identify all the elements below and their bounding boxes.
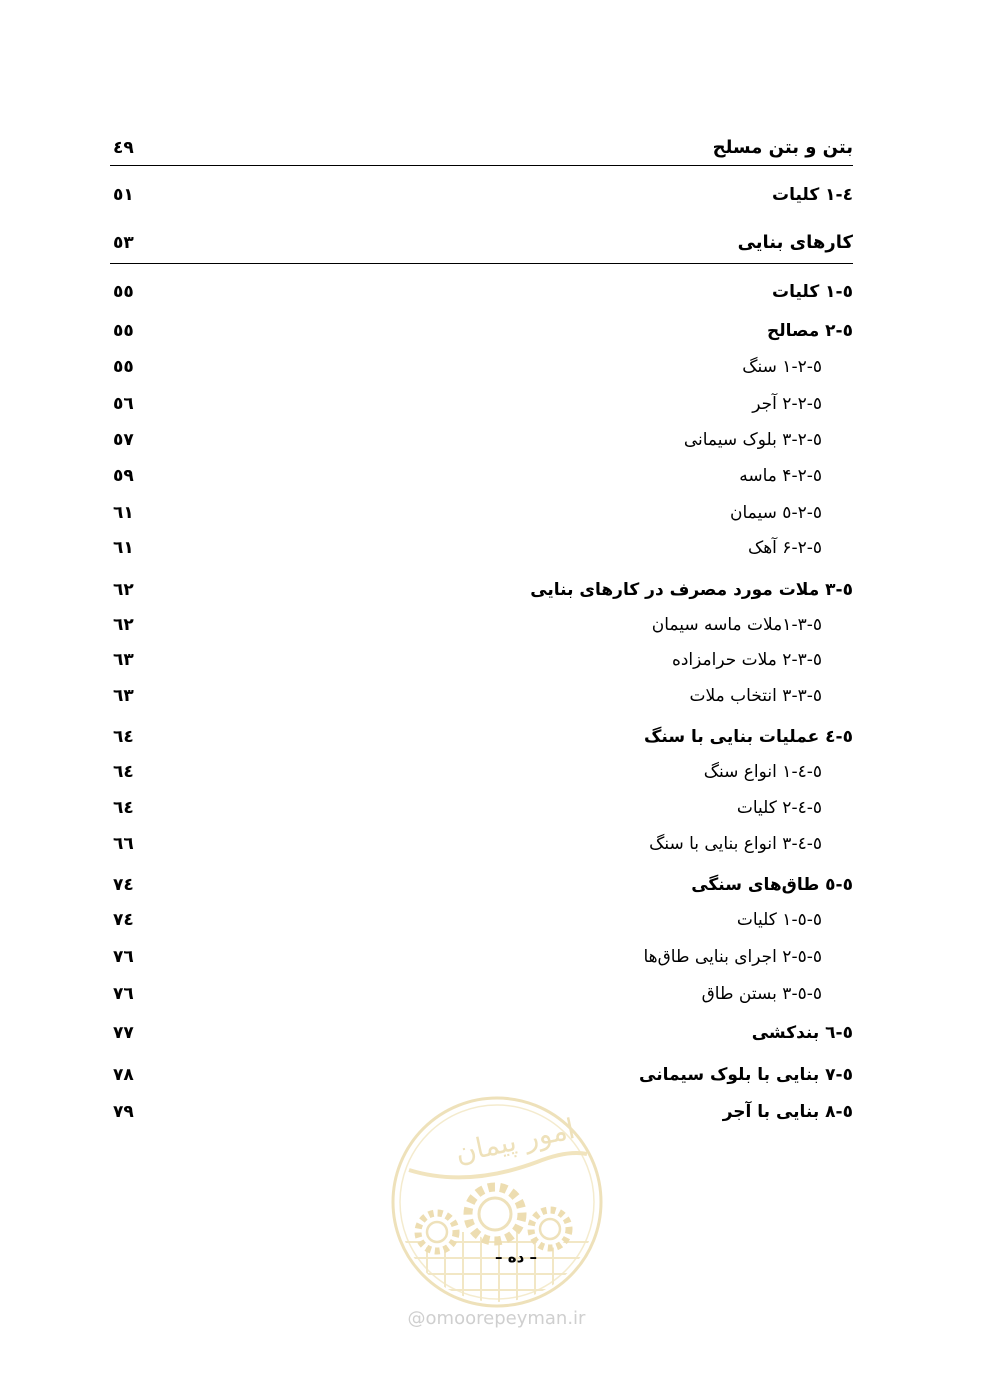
gear-icon [468, 1187, 522, 1241]
toc-section-title: ٥-٨ بنایی با آجر [722, 1102, 853, 1122]
toc-subsection-row [110, 500, 853, 526]
toc-page-number: ٦٣ [113, 686, 134, 706]
toc-subsection-row [110, 981, 853, 1007]
toc-subsection-title: ٥-٥-١ کلیات [736, 910, 822, 930]
toc-page-number: ٧٨ [113, 1065, 134, 1085]
toc-section-row [110, 1020, 853, 1046]
toc-page-number: ٧٩ [113, 1102, 134, 1122]
toc-subsection-row [110, 535, 853, 561]
watermark-handle: @omoorepeyman.ir [407, 1308, 586, 1329]
toc-subsection-title: ٥-٤-٣ انواع بنایی با سنگ [649, 834, 822, 854]
toc-chapter-row [110, 230, 853, 256]
toc-subsection-title: ٥-٢-٢ آجر [752, 394, 822, 414]
chapter-divider [110, 263, 853, 264]
gear-icon [531, 1210, 569, 1248]
toc-page-number: ٤٩ [113, 138, 134, 158]
toc-page-number: ٦٤ [113, 798, 134, 818]
toc-page-number: ٦١ [113, 538, 134, 558]
toc-page-number: ٧٤ [113, 875, 134, 895]
toc-subsection-row [110, 647, 853, 673]
toc-page-number: ٦٢ [113, 580, 134, 600]
toc-page-number: ٥١ [113, 185, 134, 205]
toc-page-number: ٧٧ [113, 1023, 134, 1043]
toc-subsection-row [110, 944, 853, 970]
toc-page-number: ٥٧ [113, 430, 134, 450]
toc-section-title: ٥-٦ بندکشی [751, 1023, 853, 1043]
toc-subsection-title: ٥-٢-٥ سیمان [730, 503, 822, 523]
toc-subsection-title: ٥-٢-۴ ماسه [739, 466, 822, 486]
toc-subsection-title: ٥-٣-١ملات ماسه سیمان [651, 615, 822, 635]
toc-page-number: ٥٥ [113, 357, 134, 377]
toc-page-number: ٦١ [113, 503, 134, 523]
toc-subsection-row [110, 683, 853, 709]
toc-chapter-title: بتن و بتن مسلح [712, 137, 853, 158]
toc-subsection-title: ٥-٢-١ سنگ [742, 357, 822, 377]
toc-subsection-title: ٥-٤-١ انواع سنگ [703, 762, 822, 782]
toc-section-row [110, 724, 853, 750]
toc-section-row [110, 1062, 853, 1088]
toc-section-title: ٥-٣ ملات مورد مصرف در کارهای بنایی [530, 580, 853, 600]
toc-section-row [110, 577, 853, 603]
toc-subsection-title: ٥-٥-٣ بستن طاق [701, 984, 822, 1004]
toc-subsection-row [110, 795, 853, 821]
toc-subsection-title: ٥-٤-٢ کلیات [736, 798, 822, 818]
toc-page-number: ٥٣ [113, 233, 134, 253]
toc-section-title: ٥-٥ طاق‌های سنگی [691, 875, 853, 895]
toc-page-number: ٧٦ [113, 947, 134, 967]
toc-page-number: ٦٣ [113, 650, 134, 670]
toc-section-title: ٥-٧ بنایی با بلوک سیمانی [639, 1065, 853, 1085]
toc-section-row [110, 279, 853, 305]
toc-subsection-title: ٥-٥-٢ اجرای بنایی طاق‌ها [643, 947, 822, 967]
toc-page-number: ٦٢ [113, 615, 134, 635]
toc-section-title: ٤-١ کلیات [772, 185, 853, 205]
toc-subsection-title: ٥-٢-۶ آهک [747, 538, 822, 558]
toc-page-number: ٧٦ [113, 984, 134, 1004]
toc-subsection-row [110, 427, 853, 453]
toc-subsection-title: ٥-٣-٢ ملات حرامزاده [671, 650, 822, 670]
chapter-divider [110, 165, 853, 166]
toc-subsection-row [110, 612, 853, 638]
toc-page-number: ٦٤ [113, 727, 134, 747]
toc-section-title: ٥-٤ عملیات بنایی با سنگ [644, 727, 853, 747]
logo-lettering: امور پیمان [452, 1111, 578, 1170]
toc-page-number: ٦٤ [113, 762, 134, 782]
toc-subsection-row [110, 831, 853, 857]
toc-chapter-title: کارهای بنایی [737, 232, 853, 253]
footer-page-number: – ده – [495, 1248, 537, 1266]
toc-subsection-row [110, 759, 853, 785]
toc-subsection-title: ٥-٣-٣ انتخاب ملات [689, 686, 822, 706]
watermark-logo [387, 1092, 607, 1312]
toc-page-number: ٥٦ [113, 394, 134, 414]
toc-page-number: ٥٩ [113, 466, 134, 486]
toc-section-row [110, 318, 853, 344]
toc-section-row [110, 872, 853, 898]
toc-page-number: ٥٥ [113, 321, 134, 341]
toc-page-number: ٦٦ [113, 834, 134, 854]
toc-section-title: ٥-٢ مصالح [766, 321, 853, 341]
toc-subsection-row [110, 391, 853, 417]
gear-icon [418, 1213, 456, 1251]
toc-page-number: ٥٥ [113, 282, 134, 302]
toc-subsection-row [110, 463, 853, 489]
toc-page-number: ٧٤ [113, 910, 134, 930]
toc-section-title: ٥-١ کلیات [772, 282, 853, 302]
toc-subsection-row [110, 354, 853, 380]
toc-subsection-row [110, 907, 853, 933]
toc-chapter-row [110, 135, 853, 161]
toc-subsection-title: ٥-٢-٣ بلوک سیمانی [683, 430, 822, 450]
toc-section-row [110, 182, 853, 208]
